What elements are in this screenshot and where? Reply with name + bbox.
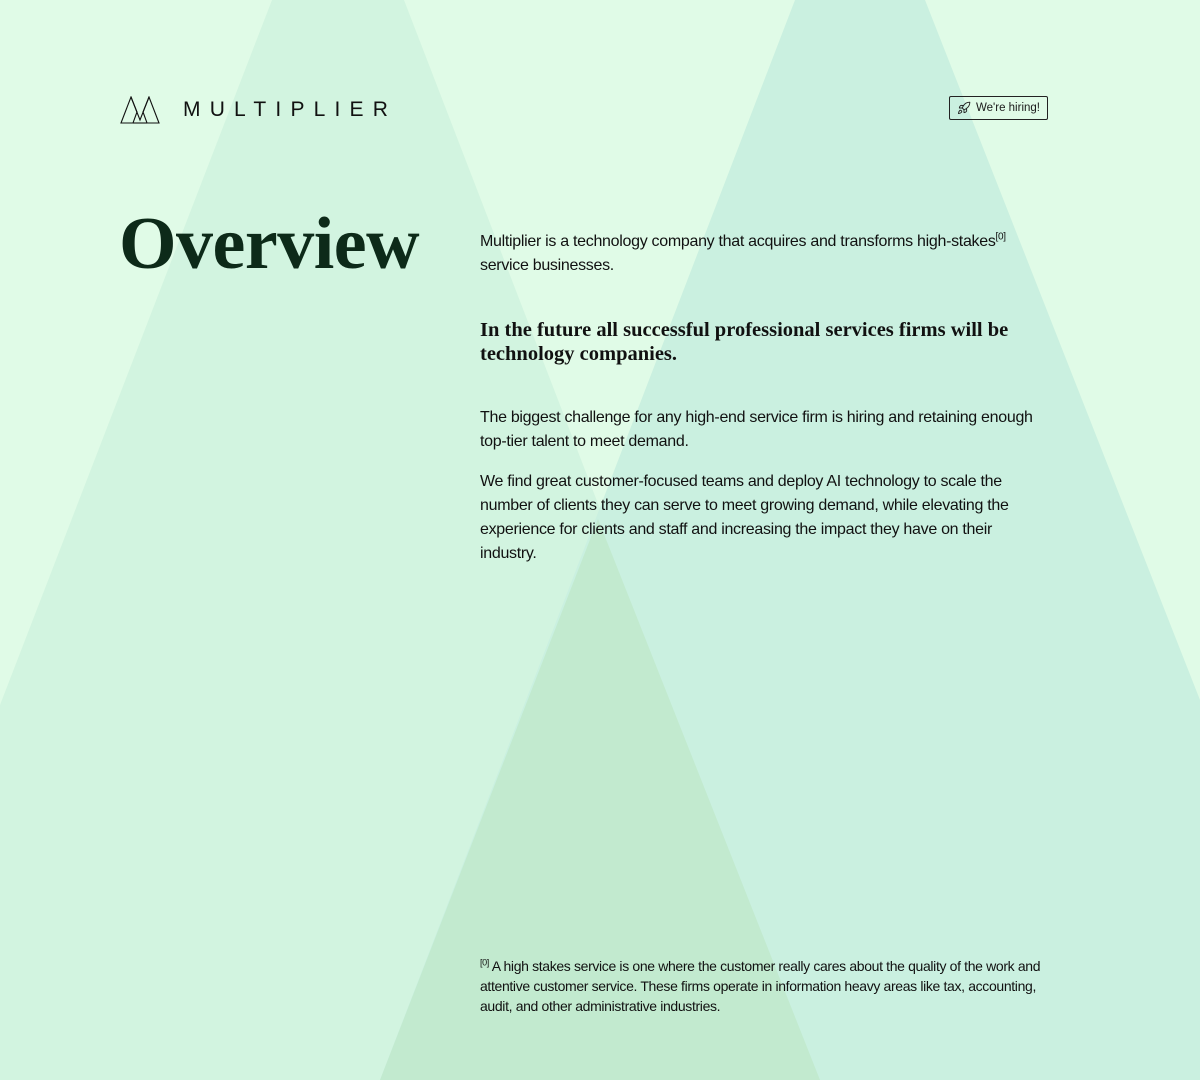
hiring-button[interactable] bbox=[949, 96, 1048, 120]
intro-paragraph bbox=[480, 230, 1052, 278]
footnote-ref-link[interactable]: [0] bbox=[995, 231, 1006, 243]
lead-statement: In the future all successful professional services firms will be technology companies. bbox=[480, 319, 1009, 365]
intro-text-before: Multiplier is a technology company that acquires and transforms high-stakes bbox=[480, 233, 996, 250]
approach-paragraph: We find great customer-focused teams and deploy AI technology to scale the number of clients they can serve to meet growing demand, while elevating the experience for clients and staff and increasing the impact they have on their industry. bbox=[480, 473, 1009, 562]
footnote-text: A high stakes service is one where the customer really cares about the quality of the work and attentive customer service. These firms operate in information heavy areas like tax, accounting, audit, and other administrative industries. bbox=[480, 958, 1041, 1014]
brand-logo[interactable] bbox=[120, 96, 397, 124]
multiplier-m-icon bbox=[120, 96, 160, 124]
brand-name: MULTIPLIER bbox=[183, 98, 398, 121]
footnote bbox=[480, 956, 1050, 1016]
rocket-icon bbox=[957, 101, 971, 115]
footnote-marker: [0] bbox=[480, 957, 489, 968]
intro-text-after: service businesses. bbox=[480, 257, 614, 274]
page-title: Overview bbox=[119, 203, 420, 285]
challenge-paragraph: The biggest challenge for any high-end service firm is hiring and retaining enough top-tier talent to meet demand. bbox=[480, 409, 1033, 450]
overview-content bbox=[480, 230, 1052, 566]
hiring-label: We're hiring! bbox=[976, 102, 1040, 114]
